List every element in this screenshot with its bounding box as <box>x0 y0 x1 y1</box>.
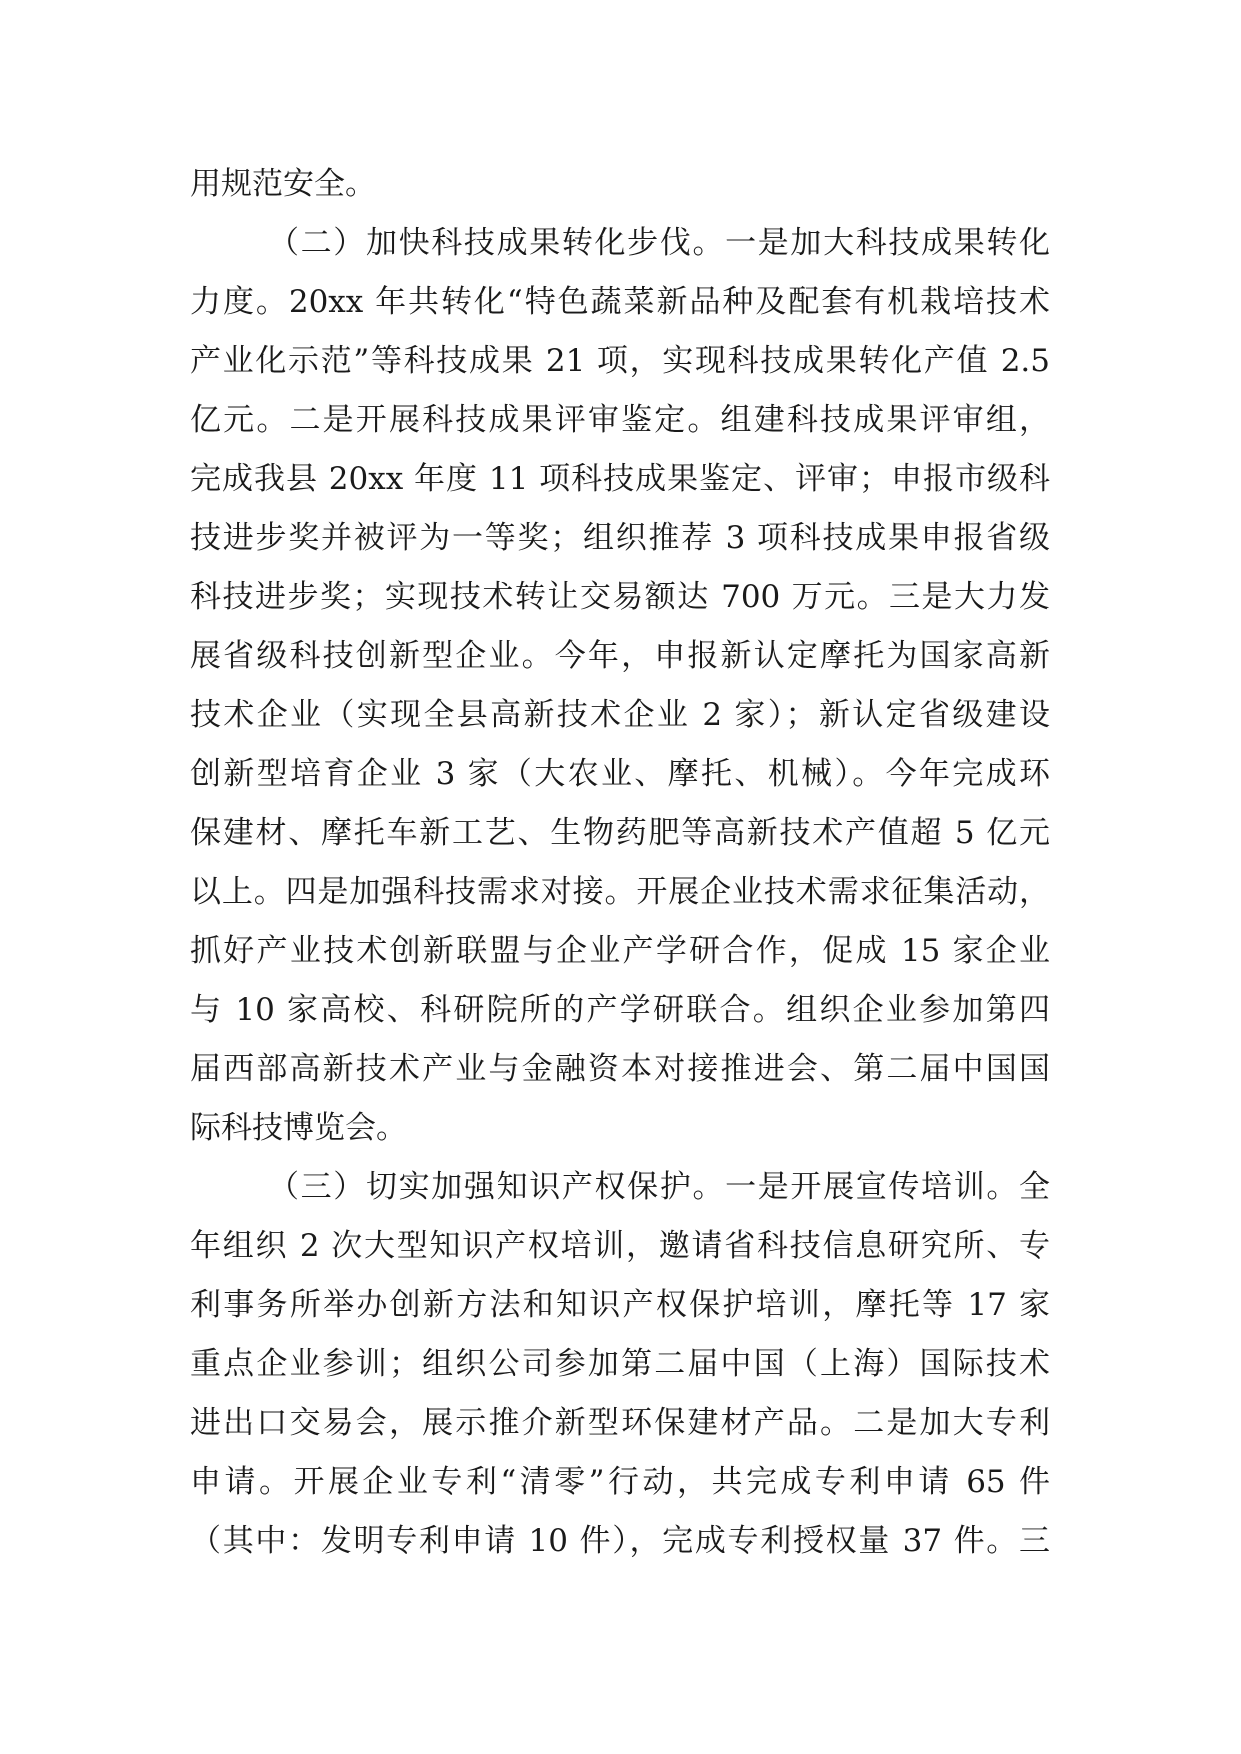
text-line: 抓好产业技术创新联盟与企业产学研合作，促成 15 家企业 <box>190 933 1050 969</box>
text-line: 创新型培育企业 3 家（大农业、摩托、机械）。今年完成环 <box>190 756 1050 792</box>
text-line: 科技进步奖；实现技术转让交易额达 700 万元。三是大力发 <box>190 579 1050 615</box>
text-line: 届西部高新技术产业与金融资本对接推进会、第二届中国国 <box>190 1051 1050 1087</box>
text-line: 重点企业参训；组织公司参加第二届中国（上海）国际技术 <box>190 1346 1050 1382</box>
text-line: 申请。开展企业专利“清零”行动，共完成专利申请 65 件 <box>190 1464 1050 1500</box>
text-line: 亿元。二是开展科技成果评审鉴定。组建科技成果评审组， <box>190 402 1050 438</box>
text-line: 进出口交易会，展示推介新型环保建材产品。二是加大专利 <box>190 1405 1050 1441</box>
section-heading-line: （三）切实加强知识产权保护。一是开展宣传培训。全 <box>268 1169 1050 1205</box>
text-line: 完成我县 20xx 年度 11 项科技成果鉴定、评审；申报市级科 <box>190 461 1050 497</box>
text-line: 保建材、摩托车新工艺、生物药肥等高新技术产值超 5 亿元 <box>190 815 1050 851</box>
text-line: 技术企业（实现全县高新技术企业 2 家）；新认定省级建设 <box>190 697 1050 733</box>
text-line: 利事务所举办创新方法和知识产权保护培训，摩托等 17 家 <box>190 1287 1050 1323</box>
text-line: 以上。四是加强科技需求对接。开展企业技术需求征集活动， <box>190 874 1050 910</box>
text-line: 与 10 家高校、科研院所的产学研联合。组织企业参加第四 <box>190 992 1050 1028</box>
section-heading-line: （二）加快科技成果转化步伐。一是加大科技成果转化 <box>268 225 1050 261</box>
text-line: 产业化示范”等科技成果 21 项，实现科技成果转化产值 2.5 <box>190 343 1050 379</box>
text-line: 展省级科技创新型企业。今年，申报新认定摩托为国家高新 <box>190 638 1050 674</box>
text-line: 年组织 2 次大型知识产权培训，邀请省科技信息研究所、专 <box>190 1228 1050 1264</box>
text-line: 技进步奖并被评为一等奖；组织推荐 3 项科技成果申报省级 <box>190 520 1050 556</box>
text-line: 际科技博览会。 <box>190 1110 407 1146</box>
text-line: 用规范安全。 <box>190 166 376 202</box>
text-line: （其中：发明专利申请 10 件），完成专利授权量 37 件。三 <box>190 1523 1050 1559</box>
text-line: 力度。20xx 年共转化“特色蔬菜新品种及配套有机栽培技术 <box>190 284 1050 320</box>
